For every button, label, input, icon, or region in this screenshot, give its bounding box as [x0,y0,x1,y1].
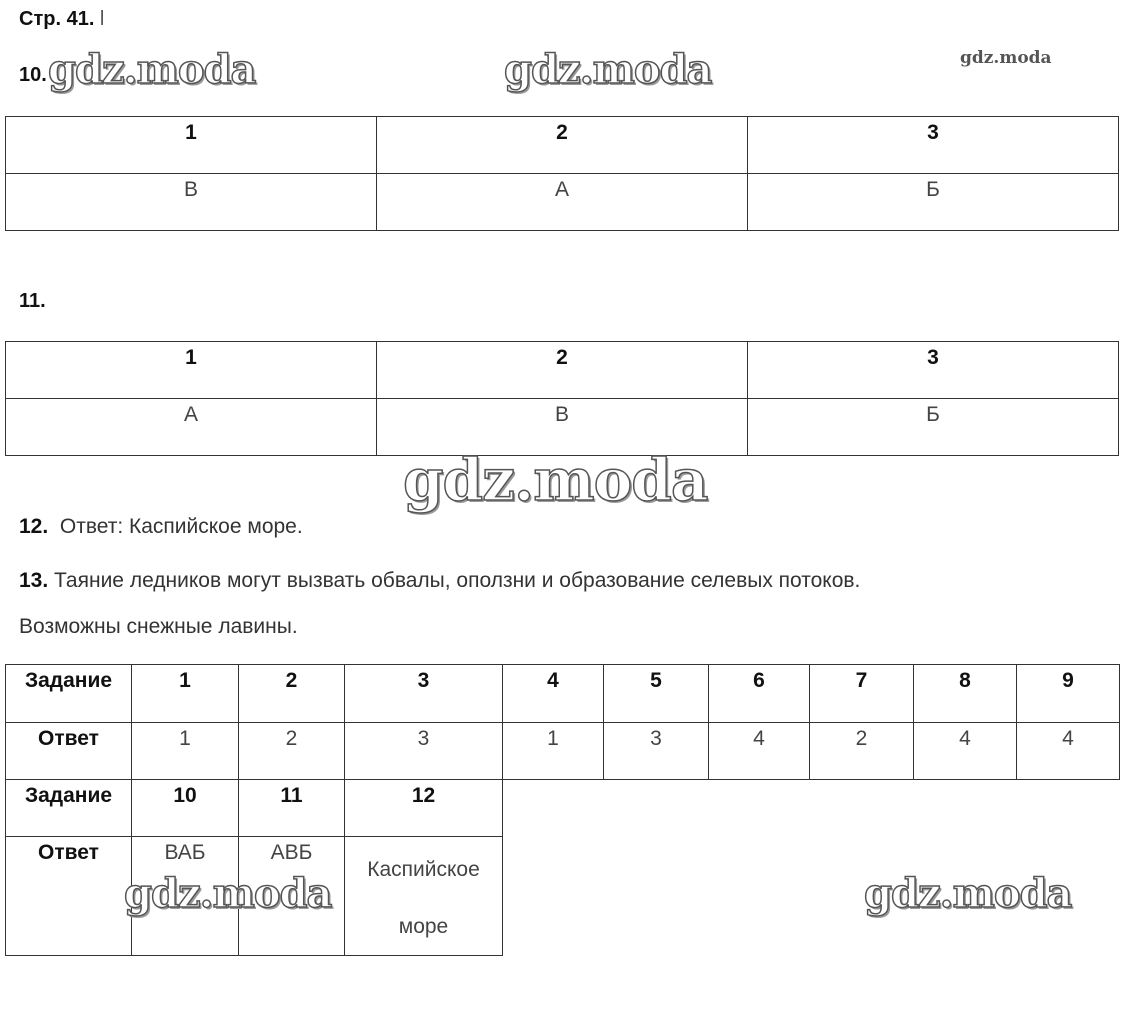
watermark: gdz.moda [960,48,1052,68]
task-10-table [5,116,1119,231]
watermark: gdz.moda [864,870,1072,917]
answer-cell: Б [748,399,1119,456]
page-header: Стр. 41. l [19,8,105,30]
answer-cell: 1 [503,723,604,780]
task-13-line-1 [19,569,860,593]
task-13-text: Таяние ледников могут вызвать обвалы, оползни и образование селевых потоков. [54,569,861,592]
answer-cell: 3 [604,723,709,780]
answer-cell: 4 [1017,723,1120,780]
watermark: gdz.moda [504,46,712,93]
table-header-cell: 2 [377,117,748,174]
task-number-cell: 3 [345,665,503,723]
table-header-cell: 1 [6,117,377,174]
task-label-cell: Задание [6,665,132,723]
answer-cell: А [377,174,748,231]
answer-cell: А [6,399,377,456]
empty-area [503,780,1120,837]
watermark: gdz.moda [48,46,256,93]
answer-cell: В [6,174,377,231]
answer-cell: 4 [709,723,810,780]
table-header-cell: 3 [748,342,1119,399]
answer-cell: В [377,399,748,456]
task-number-cell: 4 [503,665,604,723]
table-header-cell: 1 [6,342,377,399]
task-number-cell: 5 [604,665,709,723]
task-label-cell: Задание [6,780,132,837]
task-number-cell: 6 [709,665,810,723]
answer-cell: 2 [810,723,914,780]
task-number-cell: 1 [132,665,239,723]
answer-label-cell: Ответ [6,723,132,780]
task-12-number: 12. [19,515,49,538]
answer-cell: ВАБ [132,837,239,956]
task-11-table [5,341,1119,456]
task-number-cell: 12 [345,780,503,837]
task-12-text: Ответ: Каспийское море. [59,515,303,538]
watermark: gdz.moda [124,870,332,917]
answer-cell: 4 [914,723,1017,780]
answer-cell: АВБ [239,837,345,956]
task-10-number: 10. [19,64,47,86]
task-number-cell: 2 [239,665,345,723]
answer-cell: Каспийское море [345,837,503,956]
task-number-cell: 10 [132,780,239,837]
task-13-line-2: Возможны снежные лавины. [19,615,298,638]
task-number-cell: 7 [810,665,914,723]
answer-cell: 2 [239,723,345,780]
task-12 [19,515,303,539]
task-number-cell: 8 [914,665,1017,723]
task-13-number: 13. [19,569,49,592]
table-header-cell: 2 [377,342,748,399]
task-number-cell: 9 [1017,665,1120,723]
answer-label-cell: Ответ [6,837,132,956]
answer-cell: 3 [345,723,503,780]
task-11-number: 11. [19,290,46,312]
watermark: gdz.moda [403,446,708,514]
task-number-cell: 11 [239,780,345,837]
answer-cell: Б [748,174,1119,231]
answer-cell: 1 [132,723,239,780]
table-header-cell: 3 [748,117,1119,174]
